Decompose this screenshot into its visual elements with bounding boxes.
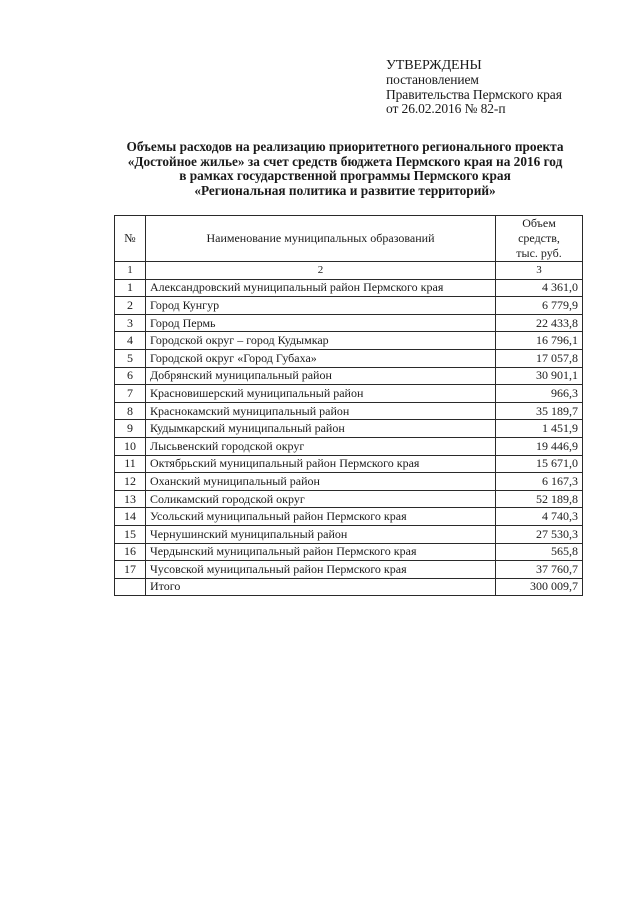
amount-value: 966,3 — [496, 385, 583, 403]
header-amount-line: средств, — [518, 231, 560, 245]
row-number: 17 — [115, 561, 146, 579]
header-municipality: Наименование муниципальных образований — [146, 216, 496, 262]
municipality-name: Чернушинский муниципальный район — [146, 525, 496, 543]
table-row — [115, 561, 583, 579]
header-number: № — [115, 216, 146, 262]
amount-value: 37 760,7 — [496, 561, 583, 579]
row-number: 1 — [115, 279, 146, 297]
amount-value: 16 796,1 — [496, 332, 583, 350]
municipality-name: Кудымкарский муниципальный район — [146, 420, 496, 438]
municipality-name: Город Пермь — [146, 314, 496, 332]
row-number: 8 — [115, 402, 146, 420]
row-number: 2 — [115, 297, 146, 315]
row-number: 9 — [115, 420, 146, 438]
total-number-cell — [115, 578, 146, 596]
row-number: 12 — [115, 473, 146, 491]
table-row — [115, 420, 583, 438]
row-number: 6 — [115, 367, 146, 385]
table-row — [115, 437, 583, 455]
amount-value: 17 057,8 — [496, 349, 583, 367]
amount-value: 35 189,7 — [496, 402, 583, 420]
row-number: 13 — [115, 490, 146, 508]
row-number: 7 — [115, 385, 146, 403]
total-value: 300 009,7 — [496, 578, 583, 596]
column-index: 3 — [496, 262, 583, 280]
municipality-name: Октябрьский муниципальный район Пермского края — [146, 455, 496, 473]
approval-stamp — [386, 58, 562, 117]
table-row — [115, 297, 583, 315]
header-amount-line: Объем — [522, 216, 556, 230]
header-amount — [496, 216, 583, 262]
amount-value: 19 446,9 — [496, 437, 583, 455]
table-row — [115, 490, 583, 508]
title-line: «Достойное жилье» за счет средств бюджета Пермского края на 2016 год — [127, 153, 563, 169]
municipality-name: Лысьвенский городской округ — [146, 437, 496, 455]
amount-value: 565,8 — [496, 543, 583, 561]
header-amount-line: тыс. руб. — [516, 246, 562, 260]
municipality-name: Чердынский муниципальный район Пермского края — [146, 543, 496, 561]
title-line: в рамках государственной программы Пермского края — [179, 168, 511, 183]
row-number: 11 — [115, 455, 146, 473]
municipality-name: Чусовской муниципальный район Пермского края — [146, 561, 496, 579]
table-row — [115, 349, 583, 367]
approval-line: постановлением — [386, 72, 479, 87]
amount-value: 22 433,8 — [496, 314, 583, 332]
amount-value: 4 740,3 — [496, 508, 583, 526]
table-row — [115, 367, 583, 385]
row-number: 15 — [115, 525, 146, 543]
municipality-name: Красновишерский муниципальный район — [146, 385, 496, 403]
municipality-name: Оханский муниципальный район — [146, 473, 496, 491]
municipality-name: Город Кунгур — [146, 297, 496, 315]
municipality-name: Добрянский муниципальный район — [146, 367, 496, 385]
table-row — [115, 279, 583, 297]
expenditure-table — [114, 215, 583, 596]
amount-value: 6 167,3 — [496, 473, 583, 491]
amount-value: 4 361,0 — [496, 279, 583, 297]
table-row — [115, 314, 583, 332]
table-row — [115, 332, 583, 350]
row-number: 5 — [115, 349, 146, 367]
title-line: «Региональная политика и развитие территорий» — [194, 182, 496, 198]
municipality-name: Городской округ «Город Губаха» — [146, 349, 496, 367]
amount-value: 6 779,9 — [496, 297, 583, 315]
row-number: 14 — [115, 508, 146, 526]
table-row — [115, 385, 583, 403]
amount-value: 52 189,8 — [496, 490, 583, 508]
table-row — [115, 525, 583, 543]
column-index: 1 — [115, 262, 146, 280]
municipality-name: Соликамский городской округ — [146, 490, 496, 508]
row-number: 4 — [115, 332, 146, 350]
municipality-name: Краснокамский муниципальный район — [146, 402, 496, 420]
total-label: Итого — [146, 578, 496, 596]
amount-value: 27 530,3 — [496, 525, 583, 543]
row-number: 10 — [115, 437, 146, 455]
table-row — [115, 543, 583, 561]
table-row — [115, 473, 583, 491]
approval-date: от 26.02.2016 № 82-п — [386, 101, 506, 116]
amount-value: 1 451,9 — [496, 420, 583, 438]
table-row — [115, 455, 583, 473]
approval-line: Правительства Пермского края — [386, 86, 562, 102]
table-row — [115, 508, 583, 526]
municipality-name: Александровский муниципальный район Пермского края — [146, 279, 496, 297]
column-index-row — [115, 262, 583, 280]
municipality-name: Городской округ – город Кудымкар — [146, 332, 496, 350]
title-line: Объемы расходов на реализацию приоритетного регионального проекта — [126, 139, 564, 154]
municipality-name: Усольский муниципальный район Пермского края — [146, 508, 496, 526]
row-number: 16 — [115, 543, 146, 561]
amount-value: 15 671,0 — [496, 455, 583, 473]
table-row — [115, 402, 583, 420]
total-row — [115, 578, 583, 596]
approval-heading: УТВЕРЖДЕНЫ — [386, 58, 482, 73]
table-header-row — [115, 216, 583, 262]
row-number: 3 — [115, 314, 146, 332]
column-index: 2 — [146, 262, 496, 280]
document-title — [60, 140, 630, 198]
amount-value: 30 901,1 — [496, 367, 583, 385]
